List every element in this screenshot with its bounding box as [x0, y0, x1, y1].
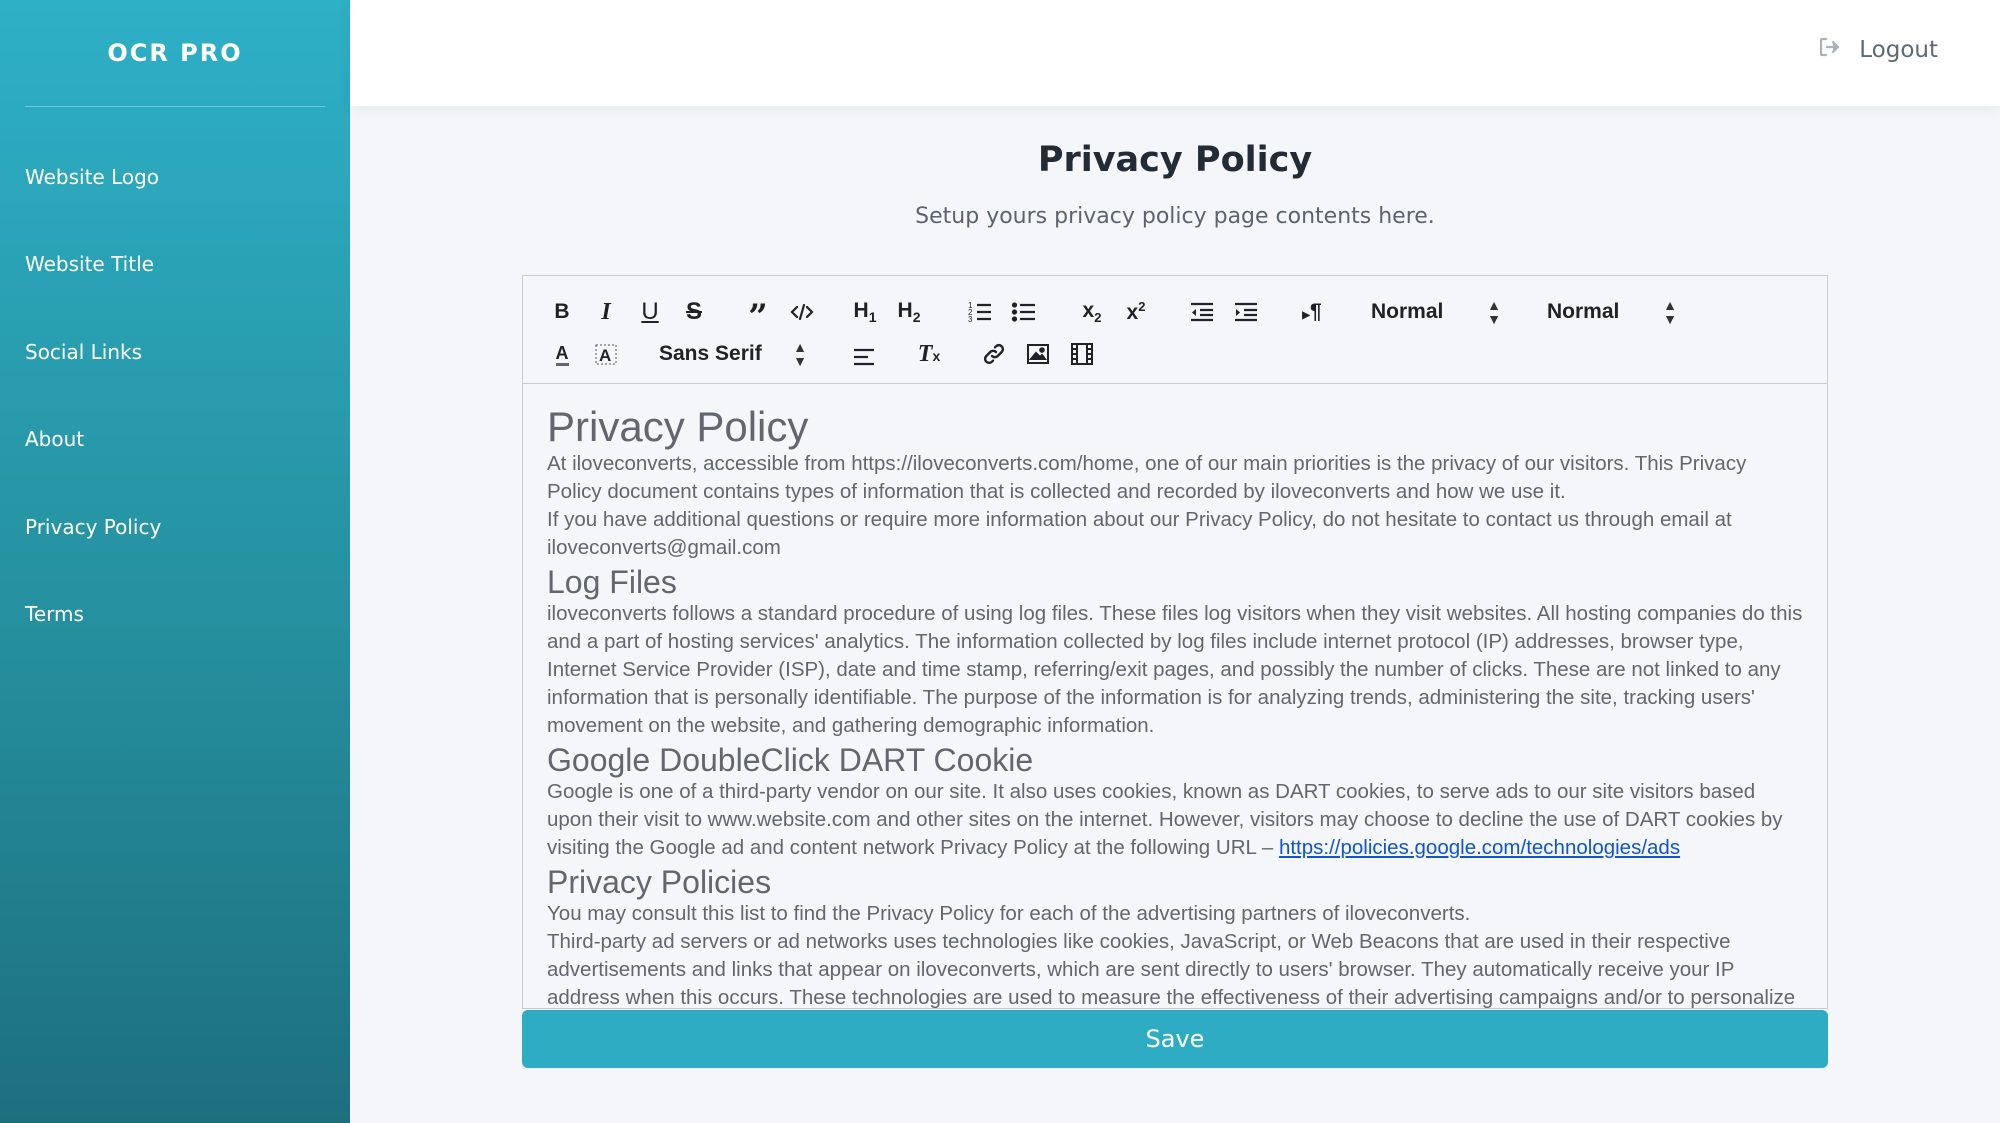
doc-paragraph: iloveconverts follows a standard procedure of using log files. These files log visitors when they visit websites. All hosting companies do this and a part of hosting services' analytics. The information collected by log files include internet protocol (IP) addresses, browser type, Internet Service Provider (ISP), date and time stamp, referring/exit pages, and possibly the number of clicks. These are not linked to any information that is personally identifiable. The purpose of the information is for analyzing trends, administering the site, tracking users' movement on the website, and gathering demographic information.: [547, 602, 1803, 737]
sidebar-nav: [0, 107, 350, 658]
header-select[interactable]: [1371, 296, 1501, 328]
logout-button[interactable]: [1817, 35, 1938, 65]
underline-icon[interactable]: U: [641, 298, 659, 325]
sidebar: [0, 0, 350, 1123]
indent-icon[interactable]: [1231, 296, 1261, 328]
subscript-icon[interactable]: $x_2$: [1082, 298, 1102, 326]
doc-heading-dart-cookie: Google DoubleClick DART Cookie: [547, 742, 1034, 778]
editor-toolbar: [523, 276, 1827, 384]
sidebar-item-website-title[interactable]: Website Title: [25, 252, 154, 277]
sidebar-item-social-links[interactable]: Social Links: [25, 339, 143, 364]
outdent-icon[interactable]: [1187, 296, 1217, 328]
header-2-icon[interactable]: $H_2$: [897, 298, 921, 326]
clear-format-icon[interactable]: Tx: [917, 340, 941, 367]
rich-text-editor: [522, 275, 1828, 1009]
size-select[interactable]: [1547, 296, 1677, 328]
logout-label: Logout: [1859, 37, 1938, 63]
svg-text:1: 1: [968, 301, 973, 310]
bold-icon[interactable]: B: [554, 300, 570, 323]
align-icon[interactable]: [849, 340, 879, 372]
link-icon[interactable]: [979, 338, 1009, 370]
page-subtitle: Setup yours privacy policy page contents here.: [915, 204, 1435, 229]
background-color-icon[interactable]: [591, 338, 621, 370]
image-icon[interactable]: [1023, 338, 1053, 370]
doc-heading-privacy-policy: Privacy Policy: [547, 403, 809, 450]
brand-logo[interactable]: OCR PRO: [107, 39, 243, 67]
logout-icon: [1817, 35, 1841, 65]
top-bar: [350, 0, 2000, 106]
doc-heading-log-files: Log Files: [547, 564, 677, 600]
doc-link-google-ads[interactable]: https://policies.google.com/technologies/ads: [1278, 836, 1681, 859]
bullet-list-icon[interactable]: [1009, 296, 1039, 328]
video-icon[interactable]: [1067, 338, 1097, 370]
sidebar-item-terms[interactable]: Terms: [25, 602, 84, 627]
sidebar-item-privacy-policy[interactable]: Privacy Policy: [25, 514, 162, 539]
font-select[interactable]: [659, 338, 807, 370]
text-direction-icon[interactable]: ▶¶: [1302, 300, 1322, 323]
chevron-updown-icon: ▲ ▼: [1487, 297, 1501, 327]
svg-text:3: 3: [968, 315, 973, 324]
chevron-updown-icon: ▲ ▼: [793, 339, 807, 369]
superscript-icon[interactable]: $x^2$: [1126, 299, 1146, 324]
save-button[interactable]: Save: [522, 1010, 1828, 1068]
text-color-icon[interactable]: A: [547, 338, 577, 370]
font-select-value: Sans Serif: [659, 342, 762, 365]
header-1-icon[interactable]: $H_1$: [853, 298, 877, 326]
blockquote-icon[interactable]: ”: [748, 297, 768, 337]
ordered-list-icon[interactable]: [965, 296, 995, 328]
strikethrough-icon[interactable]: S: [685, 298, 702, 325]
page-title: Privacy Policy: [1037, 140, 1313, 180]
doc-paragraph: At iloveconverts, accessible from https://iloveconverts.com/home, one of our main priorities is the privacy of our visitors. This Privacy Policy document contains types of information that is collected and recorded by iloveconverts and how we use it.: [547, 452, 1747, 503]
chevron-updown-icon: ▲ ▼: [1663, 297, 1677, 327]
sidebar-item-website-logo[interactable]: Website Logo: [25, 164, 160, 189]
svg-text:A: A: [599, 346, 612, 365]
doc-heading-privacy-policies: Privacy Policies: [547, 864, 772, 900]
doc-paragraph: Third-party ad servers or ad networks uses technologies like cookies, JavaScript, or Web Beacons that are used in their respective advertisements and links that appear on iloveconverts, which are sent directly to users' browser. They automatically receive your IP address when this occurs. These technologies are used to measure the effectiveness of their advertising campaigns and/or to personalize: [547, 930, 1796, 1009]
sidebar-item-about[interactable]: About: [25, 427, 85, 452]
editor-content[interactable]: [523, 384, 1827, 1008]
doc-paragraph: [547, 778, 1803, 862]
doc-paragraph: You may consult this list to find the Privacy Policy for each of the advertising partners of iloveconverts.: [547, 902, 1471, 925]
doc-paragraph: If you have additional questions or require more information about our Privacy Policy, do not hesitate to contact us through email at iloveconverts@gmail.com: [547, 508, 1732, 559]
header-select-value: Normal: [1371, 300, 1444, 323]
doc-text: Google is one of a third-party vendor on our site. It also uses cookies, known as DART cookies, to serve ads to our site visitors based upon their visit to www.website.com and other sites on the internet. However, visitors may choose to decline the use of DART cookies by visiting the Google ad and content network Privacy Policy at the following URL –: [547, 780, 1783, 859]
size-select-value: Normal: [1547, 300, 1620, 323]
code-block-icon[interactable]: [787, 296, 817, 328]
svg-text:2: 2: [968, 308, 973, 317]
italic-icon[interactable]: I: [601, 298, 611, 325]
